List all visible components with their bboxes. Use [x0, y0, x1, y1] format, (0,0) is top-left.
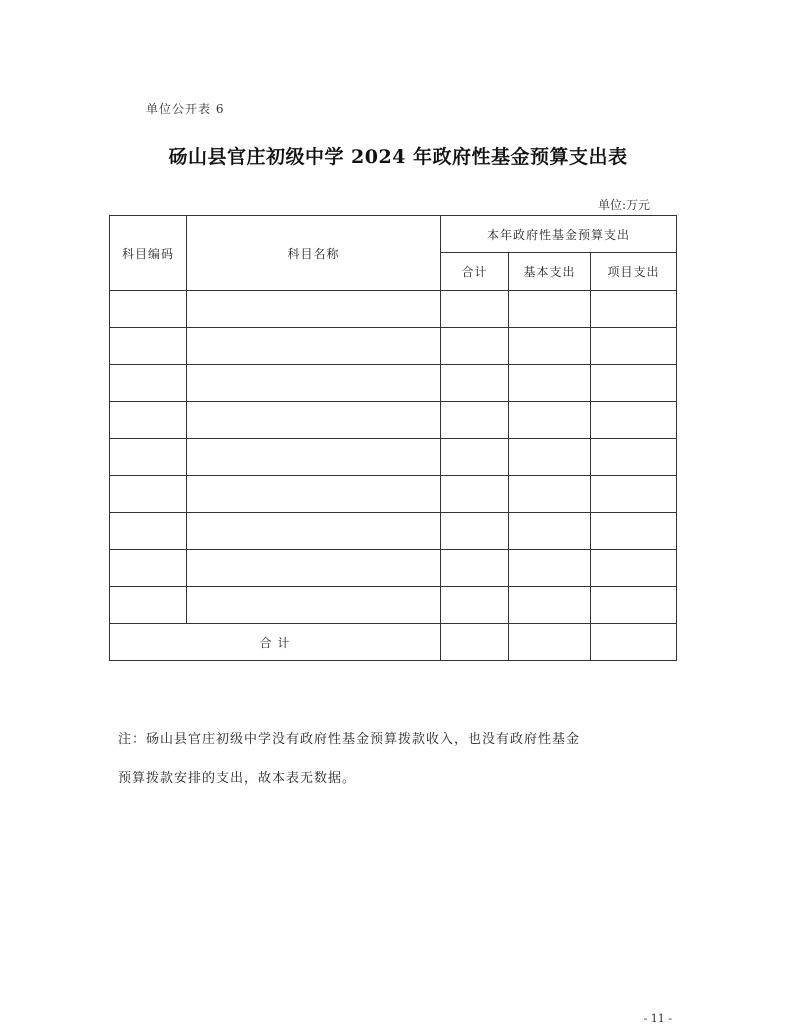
table-row	[110, 365, 677, 402]
cell-project	[591, 439, 677, 476]
table-row	[110, 439, 677, 476]
cell-total	[441, 587, 509, 624]
header-total: 合计	[441, 253, 509, 291]
cell-basic	[509, 513, 591, 550]
cell-name	[187, 402, 441, 439]
cell-code	[110, 365, 187, 402]
cell-name	[187, 291, 441, 328]
cell-project	[591, 291, 677, 328]
cell-project	[591, 587, 677, 624]
table-row	[110, 550, 677, 587]
cell-project	[591, 328, 677, 365]
cell-basic	[509, 587, 591, 624]
cell-basic	[509, 439, 591, 476]
table-header-row	[110, 216, 677, 253]
footnote	[118, 720, 678, 798]
cell-basic	[509, 365, 591, 402]
cell-total	[441, 328, 509, 365]
cell-total	[441, 291, 509, 328]
cell-total	[441, 365, 509, 402]
total-cell-total	[441, 624, 509, 661]
page-number: - 11 -	[643, 1012, 672, 1025]
page-title: 砀山县官庄初级中学 2024 年政府性基金预算支出表	[168, 146, 628, 168]
cell-name	[187, 550, 441, 587]
cell-name	[187, 476, 441, 513]
total-label: 合 计	[110, 624, 441, 661]
cell-basic	[509, 476, 591, 513]
cell-project	[591, 550, 677, 587]
table-row	[110, 513, 677, 550]
header-group: 本年政府性基金预算支出	[441, 216, 677, 253]
cell-code	[110, 439, 187, 476]
cell-name	[187, 587, 441, 624]
cell-code	[110, 587, 187, 624]
cell-name	[187, 513, 441, 550]
cell-code	[110, 550, 187, 587]
unit-label: 单位:万元	[597, 198, 650, 212]
budget-table	[109, 215, 677, 661]
header-project: 项目支出	[591, 253, 677, 291]
cell-basic	[509, 328, 591, 365]
cell-code	[110, 476, 187, 513]
cell-name	[187, 328, 441, 365]
cell-total	[441, 439, 509, 476]
table-row	[110, 587, 677, 624]
cell-name	[187, 439, 441, 476]
header-name: 科目名称	[187, 216, 441, 291]
cell-total	[441, 550, 509, 587]
cell-name	[187, 365, 441, 402]
cell-total	[441, 513, 509, 550]
table-row	[110, 291, 677, 328]
header-code: 科目编码	[110, 216, 187, 291]
cell-total	[441, 476, 509, 513]
cell-basic	[509, 291, 591, 328]
cell-project	[591, 365, 677, 402]
form-number: 单位公开表 6	[146, 102, 225, 116]
table-total-row	[110, 624, 677, 661]
table-row	[110, 402, 677, 439]
table-row	[110, 328, 677, 365]
cell-code	[110, 513, 187, 550]
cell-code	[110, 291, 187, 328]
cell-basic	[509, 550, 591, 587]
table-row	[110, 476, 677, 513]
cell-code	[110, 402, 187, 439]
total-cell-basic	[509, 624, 591, 661]
cell-project	[591, 402, 677, 439]
footnote-line-2: 预算拨款安排的支出，故本表无数据。	[118, 771, 357, 786]
cell-project	[591, 513, 677, 550]
header-basic: 基本支出	[509, 253, 591, 291]
total-cell-project	[591, 624, 677, 661]
cell-project	[591, 476, 677, 513]
cell-code	[110, 328, 187, 365]
cell-total	[441, 402, 509, 439]
footnote-line-1: 注：砀山县官庄初级中学没有政府性基金预算拨款收入，也没有政府性基金	[118, 732, 581, 747]
cell-basic	[509, 402, 591, 439]
